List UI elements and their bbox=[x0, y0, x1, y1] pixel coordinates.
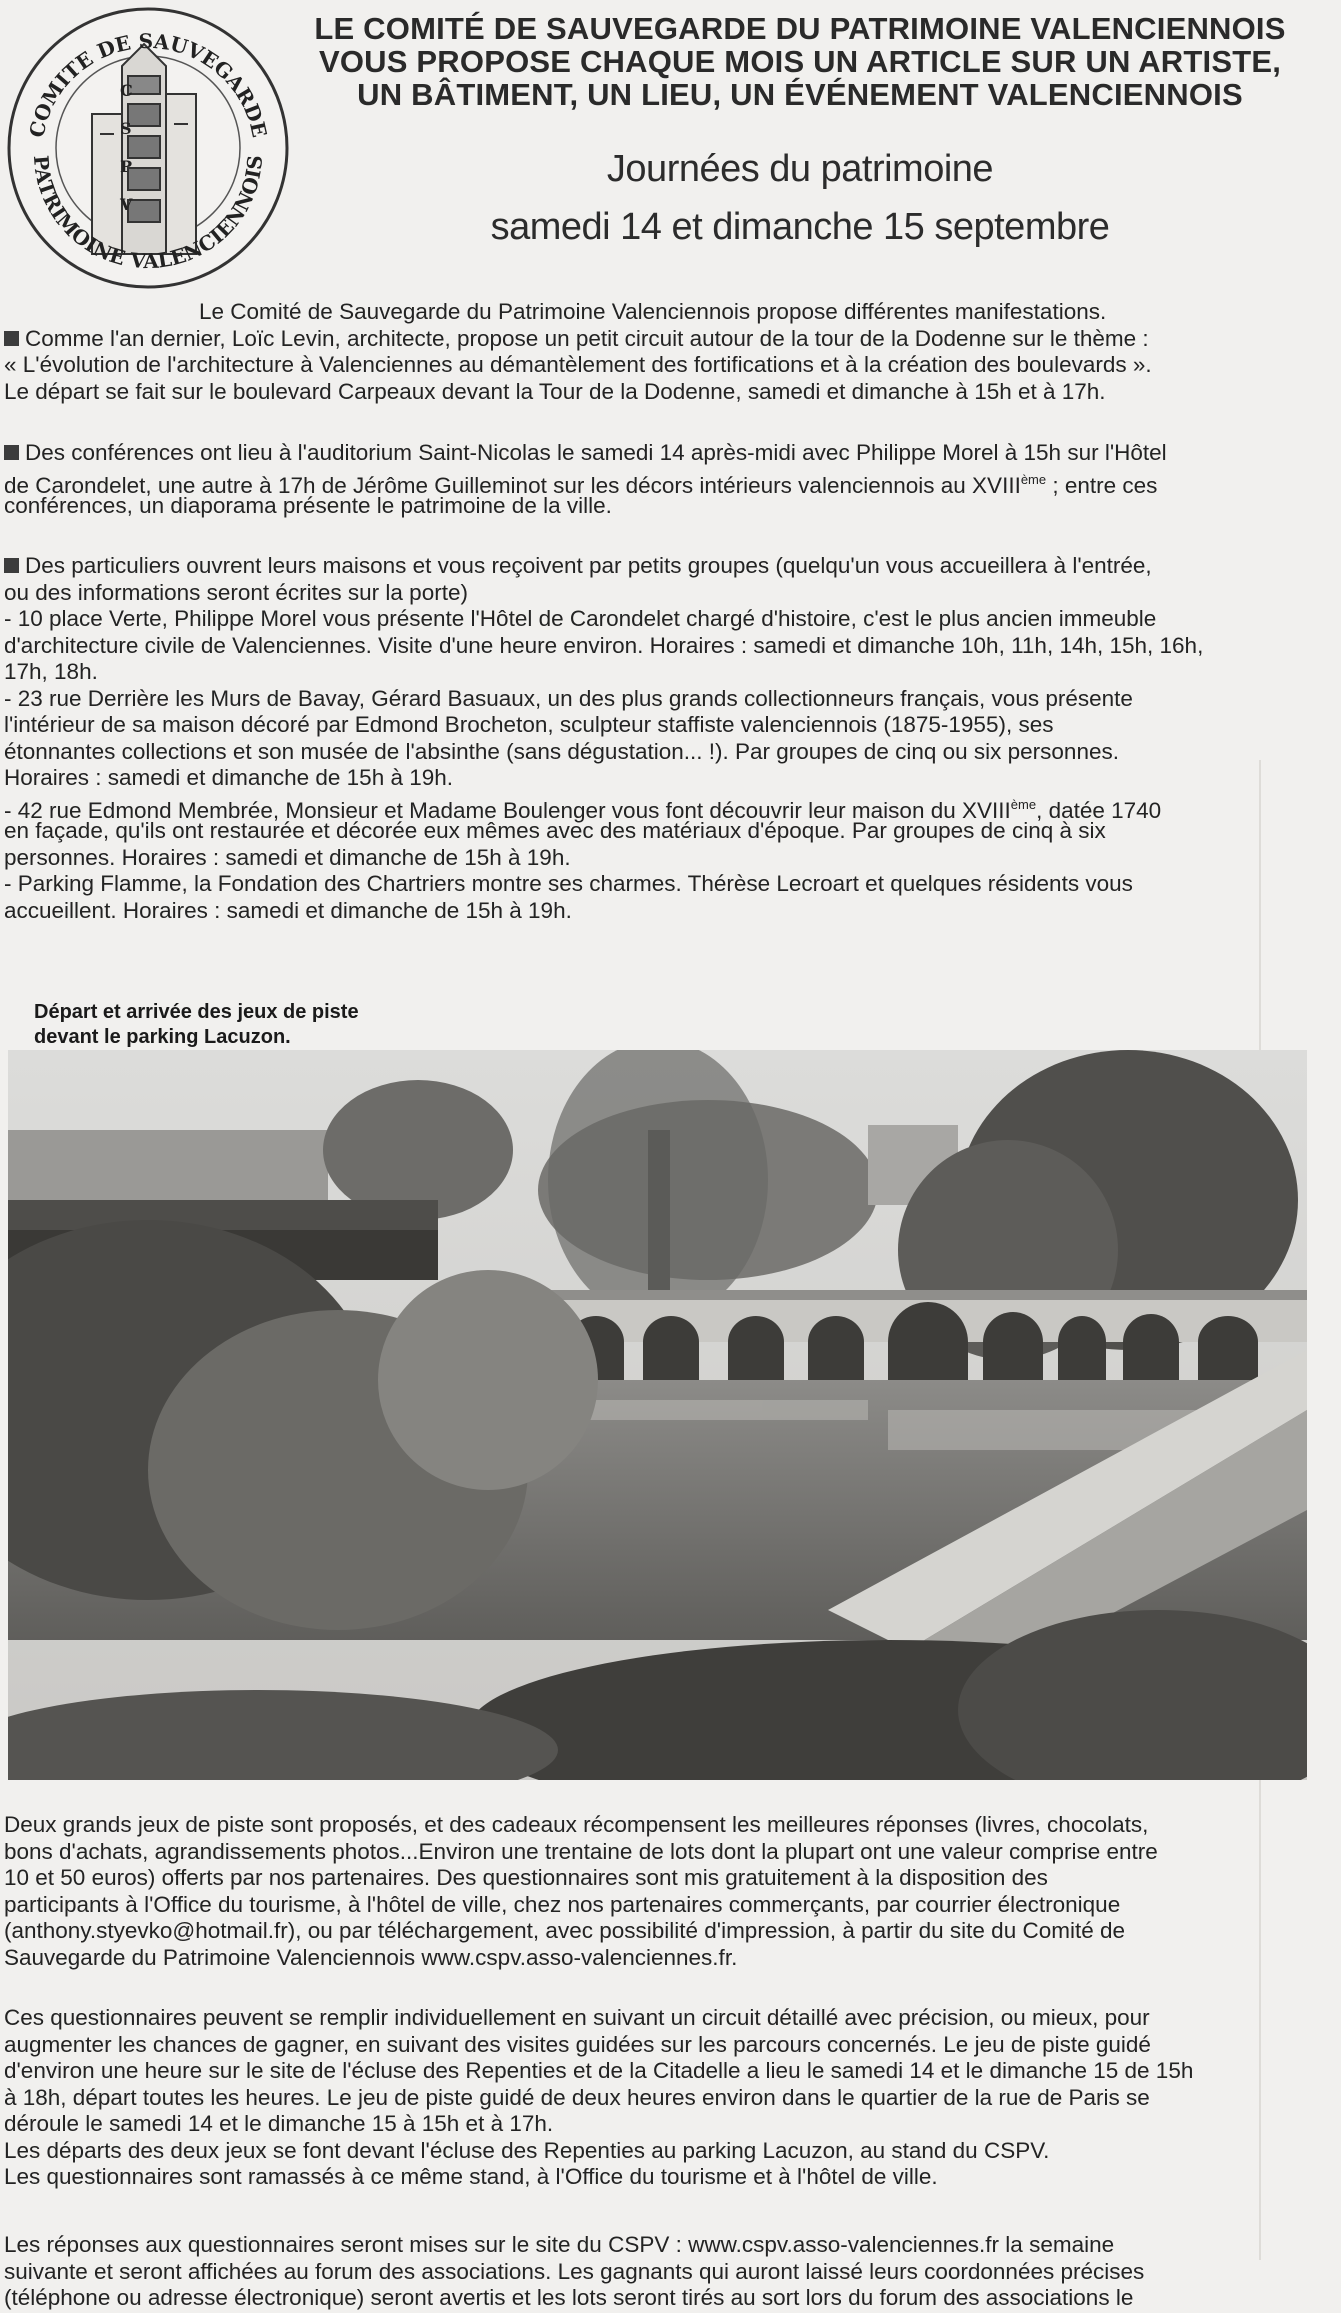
cspv-logo bbox=[4, 4, 292, 292]
banner-line: UN BÂTIMENT, UN LIEU, UN ÉVÉNEMENT VALENCIENNOIS bbox=[357, 77, 1243, 112]
paragraph-line: bons d'achats, agrandissements photos...Environ une trentaine de lots dont la plupart ont une valeur comprise entre bbox=[4, 1838, 1158, 1864]
caption-line: Départ et arrivée des jeux de piste bbox=[34, 1001, 359, 1023]
banner-line: VOUS PROPOSE CHAQUE MOIS UN ARTICLE SUR UN ARTISTE, bbox=[318, 44, 1282, 79]
header-banner bbox=[290, 12, 1310, 111]
paragraph-line: - 42 rue Edmond Membrée, Monsieur et Madame Boulenger vous font découvrir leur maison du XVIIIème, datée 1740 bbox=[4, 796, 1162, 823]
questionnaire-section bbox=[4, 2005, 1309, 2191]
paragraph-line: Horaires : samedi et dimanche de 15h à 19h. bbox=[4, 765, 454, 790]
paragraph-line: Les réponses aux questionnaires seront mises sur le site du CSPV : www.cspv.asso-valenciennes.fr la semaine bbox=[4, 2232, 1115, 2257]
paragraph-line: - Parking Flamme, la Fondation des Chartriers montre ses charmes. Thérèse Lecroart et quelques résidents vous bbox=[4, 871, 1133, 896]
article-title bbox=[400, 140, 1200, 256]
paragraph-line: conférences, un diaporama présente le patrimoine de la ville. bbox=[4, 493, 612, 518]
bullet-square bbox=[4, 445, 19, 460]
bullet-square bbox=[4, 331, 19, 346]
paragraph-line: Le départ se fait sur le boulevard Carpeaux devant la Tour de la Dodenne, samedi et dimanche à 15h et à 17h. bbox=[4, 378, 1106, 404]
superscript: ème bbox=[1020, 471, 1047, 487]
paragraph-line: personnes. Horaires : samedi et dimanche de 15h à 19h. bbox=[4, 844, 571, 870]
logo-ring-bottom: PATRIMOINE VALENCIENNOIS bbox=[28, 154, 268, 274]
paragraph-line: Comme l'an dernier, Loïc Levin, architecte, propose un petit circuit autour de la tour de la Dodenne sur le thème : bbox=[4, 326, 1309, 353]
paragraph-line: Des conférences ont lieu à l'auditorium Saint-Nicolas le samedi 14 après-midi avec Philippe Morel à 15h sur l'Hôtel bbox=[4, 440, 1309, 467]
caption-line: devant le parking Lacuzon. bbox=[34, 1026, 291, 1048]
paragraph-line: Ces questionnaires peuvent se remplir individuellement en suivant un circuit détaillé avec précision, ou mieux, pour bbox=[4, 2005, 1150, 2030]
paragraph-line: d'architecture civile de Valenciennes. Visite d'une heure environ. Horaires : samedi et dimanche 10h, 11h, 14h, 15h, 16h, bbox=[4, 632, 1204, 658]
paragraph-line: (téléphone ou adresse électronique) seront avertis et les lots seront tirés au sort lors du forum des associations le bbox=[4, 2285, 1134, 2310]
paragraph-line: Les questionnaires sont ramassés à ce même stand, à l'Office du tourisme et à l'hôtel de ville. bbox=[4, 2164, 938, 2189]
paragraph-line: ou des informations seront écrites sur la porte) bbox=[4, 579, 468, 605]
paragraph-line: Des particuliers ouvrent leurs maisons et vous reçoivent par petits groupes (quelqu'un vous accueillera à l'entrée, bbox=[4, 553, 1309, 580]
paragraph-line: 10 et 50 euros) offerts par nos partenaires. Des questionnaires sont mis gratuitement à la disposition des bbox=[4, 1865, 1048, 1890]
paragraph-line: déroule le samedi 14 et le dimanche 15 à 15h et à 17h. bbox=[4, 2111, 554, 2136]
paragraph-line: à 18h, départ toutes les heures. Le jeu de piste guidé de deux heures environ dans le quartier de la rue de Paris se bbox=[4, 2084, 1150, 2110]
paragraph-line: d'environ une heure sur le site de l'écluse des Repenties et de la Citadelle a lieu le samedi 14 et le dimanche 15 de 15h bbox=[4, 2058, 1194, 2083]
photo-caption bbox=[34, 1000, 359, 1050]
paragraph-line: Les départs des deux jeux se font devant l'écluse des Repenties au parking Lacuzon, au stand du CSPV. bbox=[4, 2137, 1050, 2163]
paragraph-line: participants à l'Office du tourisme, à l'hôtel de ville, chez nos partenaires commerçants, par courrier électronique bbox=[4, 1891, 1121, 1917]
logo-initial: C bbox=[120, 81, 133, 100]
superscript: ème bbox=[1010, 796, 1037, 812]
paragraph-line: Le Comité de Sauvegarde du Patrimoine Valenciennois propose différentes manifestations. bbox=[199, 299, 1107, 324]
bullet-square bbox=[4, 558, 19, 573]
paragraph-line: « L'évolution de l'architecture à Valenciennes au démantèlement des fortifications et à la création des boulevards ». bbox=[4, 352, 1152, 377]
treasure-hunt-section bbox=[4, 1812, 1309, 1971]
title-line: samedi 14 et dimanche 15 septembre bbox=[490, 206, 1110, 248]
paragraph-line: de Carondelet, une autre à 17h de Jérôme Guilleminot sur les décors intérieurs valenciennois au XVIIIème ; entre ces bbox=[4, 471, 1158, 498]
logo-initial: P bbox=[120, 157, 133, 176]
paragraph-line: l'intérieur de sa maison décoré par Edmond Brocheton, sculpteur staffiste valenciennois (1875-1955), ses bbox=[4, 712, 1054, 737]
paragraph-line: en façade, qu'ils ont restaurée et décorée eux mêmes avec des matériaux d'époque. Par groupes de cinq à six bbox=[4, 818, 1106, 843]
banner-line: LE COMITÉ DE SAUVEGARDE DU PATRIMOINE VALENCIENNOIS bbox=[314, 11, 1286, 46]
paragraph-line: accueillent. Horaires : samedi et dimanche de 15h à 19h. bbox=[4, 897, 572, 923]
paragraph-line: étonnantes collections et son musée de l'absinthe (sans dégustation... !). Par groupes de cinq ou six personnes. bbox=[4, 738, 1119, 764]
paragraph-line: - 10 place Verte, Philippe Morel vous présente l'Hôtel de Carondelet chargé d'histoire, c'est le plus ancien immeuble bbox=[4, 606, 1157, 631]
photo-bridge-over-river bbox=[8, 1050, 1307, 1780]
title-line: Journées du patrimoine bbox=[606, 148, 994, 190]
intro-section bbox=[4, 299, 1309, 405]
conferences-section bbox=[4, 440, 1309, 520]
logo-initial: V bbox=[120, 195, 133, 214]
paragraph-line: - 23 rue Derrière les Murs de Bavay, Gérard Basuaux, un des plus grands collectionneurs français, vous présente bbox=[4, 685, 1133, 711]
paragraph-line: 17h, 18h. bbox=[4, 659, 98, 684]
paragraph-line: suivante et seront affichées au forum des associations. Les gagnants qui auront laissé leurs coordonnées précises bbox=[4, 2258, 1145, 2284]
paragraph-line: (anthony.styevko@hotmail.fr), ou par téléchargement, avec possibilité d'impression, à partir du site du Comité de bbox=[4, 1918, 1126, 1943]
houses-section bbox=[4, 553, 1309, 924]
logo-ring-top: COMITE DE SAUVEGARDE bbox=[24, 28, 272, 140]
logo-initial: S bbox=[120, 119, 132, 138]
paragraph-line: Sauvegarde du Patrimoine Valenciennois www.cspv.asso-valenciennes.fr. bbox=[4, 1944, 738, 1970]
paragraph-line: augmenter les chances de gagner, en suivant des visites guidées sur les parcours concernés. Le jeu de piste guidé bbox=[4, 2031, 1151, 2057]
answers-section bbox=[4, 2232, 1309, 2312]
paragraph-line: Deux grands jeux de piste sont proposés, et des cadeaux récompensent les meilleures réponses (livres, chocolats, bbox=[4, 1812, 1149, 1837]
